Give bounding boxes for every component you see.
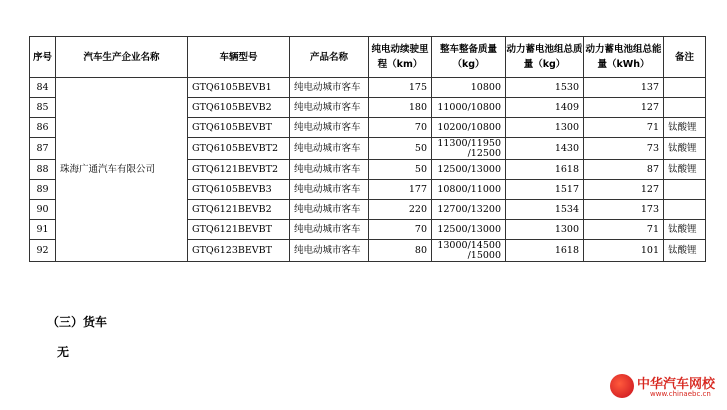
cell-note <box>664 98 706 118</box>
cell-range: 50 <box>369 138 432 160</box>
cell-range: 220 <box>369 200 432 220</box>
cell-battery-energy: 127 <box>584 180 664 200</box>
cell-mass: 10800 <box>432 78 506 98</box>
header-battery-energy: 动力蓄电池组总能量（kWh） <box>584 37 664 78</box>
cell-battery-mass: 1517 <box>506 180 584 200</box>
cell-product: 纯电动城市客车 <box>290 160 369 180</box>
cell-battery-energy: 73 <box>584 138 664 160</box>
cell-note: 钛酸锂 <box>664 240 706 262</box>
cell-model: GTQ6121BEVB2 <box>188 200 290 220</box>
cell-model: GTQ6105BEVB1 <box>188 78 290 98</box>
cell-seq: 87 <box>30 138 56 160</box>
cell-battery-energy: 101 <box>584 240 664 262</box>
cell-battery-mass: 1300 <box>506 220 584 240</box>
cell-range: 80 <box>369 240 432 262</box>
cell-range: 70 <box>369 118 432 138</box>
cell-mass: 12500/13000 <box>432 220 506 240</box>
header-manufacturer: 汽车生产企业名称 <box>56 37 188 78</box>
vehicle-catalog-table <box>29 36 706 262</box>
cell-mass: 11300/11950 /12500 <box>432 138 506 160</box>
header-mass: 整车整备质量（kg） <box>432 37 506 78</box>
table-body <box>30 78 706 262</box>
cell-product: 纯电动城市客车 <box>290 180 369 200</box>
cell-range: 70 <box>369 220 432 240</box>
cell-note: 钛酸锂 <box>664 138 706 160</box>
cell-manufacturer: 珠海广通汽车有限公司 <box>56 78 188 262</box>
cell-mass: 11000/10800 <box>432 98 506 118</box>
cell-product: 纯电动城市客车 <box>290 240 369 262</box>
cell-battery-energy: 71 <box>584 118 664 138</box>
cell-seq: 86 <box>30 118 56 138</box>
cell-product: 纯电动城市客车 <box>290 98 369 118</box>
cell-mass: 12700/13200 <box>432 200 506 220</box>
watermark-text: 中华汽车网校 <box>637 377 716 392</box>
cell-product: 纯电动城市客车 <box>290 78 369 98</box>
cell-battery-energy: 137 <box>584 78 664 98</box>
cell-model: GTQ6121BEVBT <box>188 220 290 240</box>
cell-note <box>664 78 706 98</box>
table-row <box>30 78 706 98</box>
header-model: 车辆型号 <box>188 37 290 78</box>
cell-mass: 12500/13000 <box>432 160 506 180</box>
cell-model: GTQ6105BEVB3 <box>188 180 290 200</box>
watermark-emblem-icon <box>610 374 634 398</box>
cell-seq: 90 <box>30 200 56 220</box>
watermark-logo <box>610 372 722 402</box>
header-battery-mass: 动力蓄电池组总质量（kg） <box>506 37 584 78</box>
header-product: 产品名称 <box>290 37 369 78</box>
cell-mass: 10800/11000 <box>432 180 506 200</box>
cell-battery-mass: 1430 <box>506 138 584 160</box>
cell-battery-mass: 1534 <box>506 200 584 220</box>
cell-model: GTQ6105BEVBT <box>188 118 290 138</box>
cell-note <box>664 180 706 200</box>
cell-mass: 13000/14500 /15000 <box>432 240 506 262</box>
cell-battery-mass: 1618 <box>506 160 584 180</box>
cell-battery-mass: 1409 <box>506 98 584 118</box>
watermark-url: www.chinaebc.cn <box>650 390 711 398</box>
cell-range: 175 <box>369 78 432 98</box>
cell-battery-mass: 1618 <box>506 240 584 262</box>
cell-model: GTQ6121BEVBT2 <box>188 160 290 180</box>
table-header-row <box>30 37 706 78</box>
cell-note: 钛酸锂 <box>664 118 706 138</box>
cell-battery-energy: 71 <box>584 220 664 240</box>
header-note: 备注 <box>664 37 706 78</box>
cell-seq: 84 <box>30 78 56 98</box>
cell-range: 177 <box>369 180 432 200</box>
cell-battery-energy: 127 <box>584 98 664 118</box>
cell-battery-mass: 1300 <box>506 118 584 138</box>
cell-seq: 88 <box>30 160 56 180</box>
cell-product: 纯电动城市客车 <box>290 200 369 220</box>
cell-note: 钛酸锂 <box>664 220 706 240</box>
cell-product: 纯电动城市客车 <box>290 138 369 160</box>
cell-model: GTQ6105BEVBT2 <box>188 138 290 160</box>
cell-note: 钛酸锂 <box>664 160 706 180</box>
cell-seq: 91 <box>30 220 56 240</box>
cell-product: 纯电动城市客车 <box>290 118 369 138</box>
cell-battery-energy: 173 <box>584 200 664 220</box>
cell-note <box>664 200 706 220</box>
cell-model: GTQ6123BEVBT <box>188 240 290 262</box>
cell-seq: 89 <box>30 180 56 200</box>
cell-model: GTQ6105BEVB2 <box>188 98 290 118</box>
cell-range: 180 <box>369 98 432 118</box>
cell-battery-energy: 87 <box>584 160 664 180</box>
cell-product: 纯电动城市客车 <box>290 220 369 240</box>
cell-mass: 10200/10800 <box>432 118 506 138</box>
header-seq: 序号 <box>30 37 56 78</box>
cell-seq: 85 <box>30 98 56 118</box>
cell-battery-mass: 1530 <box>506 78 584 98</box>
cell-range: 50 <box>369 160 432 180</box>
section-body: 无 <box>57 345 70 359</box>
section-heading: （三）货车 <box>47 315 108 329</box>
header-range: 纯电动续驶里程（km） <box>369 37 432 78</box>
cell-seq: 92 <box>30 240 56 262</box>
